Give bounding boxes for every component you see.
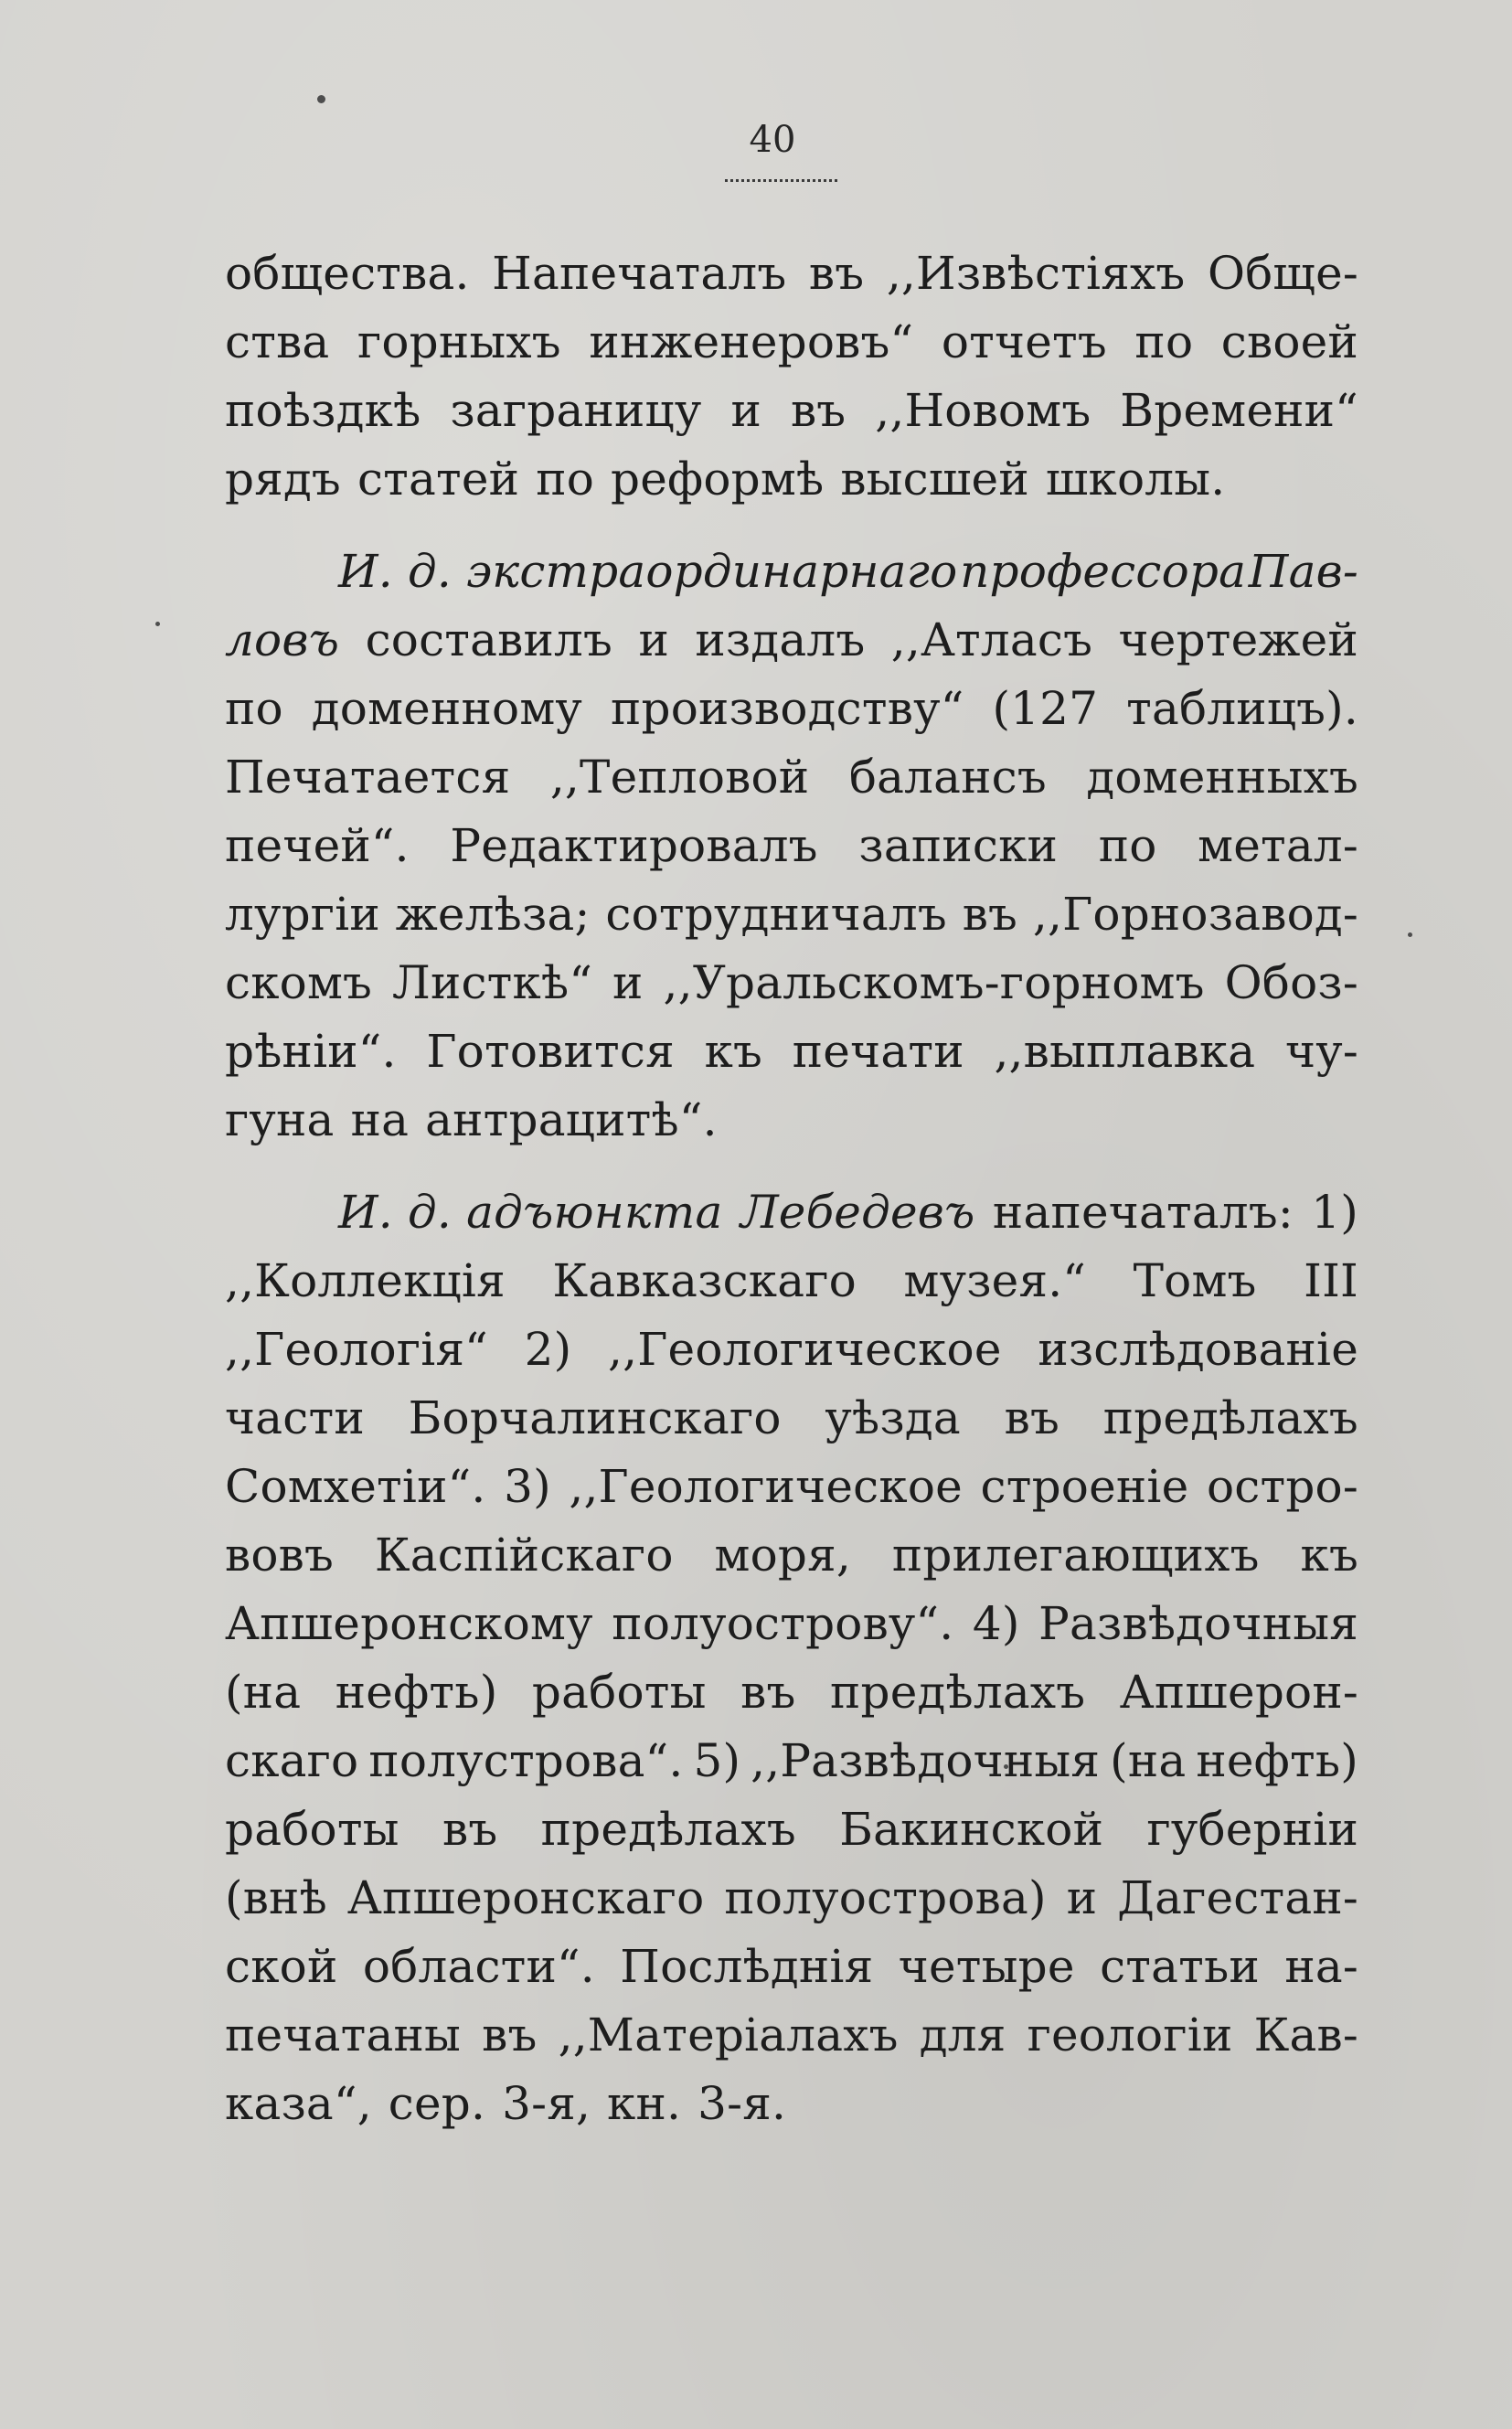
word: скаго xyxy=(225,1734,359,1787)
word: сотрудничалъ xyxy=(605,888,947,941)
word: печати xyxy=(792,1025,964,1078)
word: напечаталъ: xyxy=(992,1186,1294,1239)
word: Лебедевъ xyxy=(740,1186,975,1239)
text-line xyxy=(225,606,1358,675)
word: ,,Матеріалахъ xyxy=(558,2008,899,2061)
text-line xyxy=(225,377,1358,445)
word: Готовится xyxy=(426,1025,675,1078)
word: ства xyxy=(225,315,330,368)
word: въ xyxy=(962,888,1018,941)
text-line xyxy=(225,240,1358,308)
word: Томъ xyxy=(1133,1254,1257,1307)
word: составилъ xyxy=(365,613,613,666)
word: вовъ xyxy=(225,1529,335,1582)
word: нефть) xyxy=(335,1666,498,1719)
word: работы xyxy=(531,1666,707,1719)
word: по xyxy=(225,682,283,735)
text-line xyxy=(225,1316,1358,1384)
page-number: 40 xyxy=(749,119,796,161)
word: ,,Развѣдочныя xyxy=(751,1734,1101,1787)
word: ,,Извѣстіяхъ xyxy=(886,247,1186,300)
word: Обще- xyxy=(1207,247,1358,300)
word: (на xyxy=(225,1666,302,1719)
word: ловъ xyxy=(225,613,340,666)
text-line xyxy=(225,1017,1358,1086)
word: (внѣ xyxy=(225,1871,327,1924)
word: 1) xyxy=(1311,1186,1358,1239)
word: ,,выплавка xyxy=(994,1025,1256,1078)
word: полуострову“. xyxy=(612,1597,954,1650)
word: полустрова“. xyxy=(368,1734,684,1787)
ink-speck xyxy=(317,95,325,103)
text-line xyxy=(225,1086,1358,1155)
word: въ xyxy=(482,2008,538,2061)
word: ,,Горнозавод- xyxy=(1032,888,1358,941)
word: Листкѣ“ xyxy=(392,956,593,1009)
word: Пав- xyxy=(1248,545,1358,598)
word: поѣздкѣ xyxy=(225,384,421,437)
word: профессора xyxy=(960,545,1247,598)
word: въ xyxy=(808,247,865,300)
word: гуна xyxy=(225,1093,335,1146)
word: полуострова) xyxy=(724,1871,1047,1924)
word: Кав- xyxy=(1253,2008,1358,2061)
word: 5) xyxy=(693,1734,741,1787)
text-line xyxy=(225,1178,1358,1247)
word: Борчалинскаго xyxy=(408,1391,782,1444)
text-line xyxy=(225,1658,1358,1727)
word: чертежей xyxy=(1118,613,1358,666)
text-line xyxy=(225,1521,1358,1590)
word: И. д. адъюнкта xyxy=(338,1186,723,1239)
word: чу- xyxy=(1285,1025,1358,1078)
word: музея.“ xyxy=(903,1254,1087,1307)
word: Кавказскаго xyxy=(552,1254,857,1307)
word: высшей xyxy=(840,453,1029,506)
word: желѣза; xyxy=(395,888,591,941)
word: Обоз- xyxy=(1224,956,1358,1009)
word: антрацитѣ“. xyxy=(425,1093,718,1146)
word: области“. xyxy=(362,1940,595,1993)
word: части xyxy=(225,1391,365,1444)
word: III xyxy=(1304,1254,1358,1307)
word: 3) xyxy=(504,1460,551,1513)
margin-dot xyxy=(1408,932,1412,937)
word: Развѣдочныя xyxy=(1038,1597,1358,1650)
word: инженеровъ“ xyxy=(589,315,914,368)
text-line xyxy=(225,2070,1358,2138)
word: въ xyxy=(442,1803,498,1856)
word: Апшеронскому xyxy=(225,1597,593,1650)
word: прилегающихъ xyxy=(891,1529,1260,1582)
word: 3-я. xyxy=(697,2077,787,2130)
word: четыре xyxy=(898,1940,1075,1993)
word: статей xyxy=(357,453,520,506)
text-line xyxy=(225,812,1358,880)
word: геологіи xyxy=(1027,2008,1233,2061)
word: по xyxy=(1098,819,1157,872)
word: Времени“ xyxy=(1120,384,1358,437)
word: статьи xyxy=(1100,1940,1260,1993)
text-line xyxy=(225,949,1358,1017)
word: 4) xyxy=(972,1597,1020,1650)
text-line xyxy=(225,1727,1358,1795)
word: кн. xyxy=(607,2077,682,2130)
text-line xyxy=(225,538,1358,606)
word: (на xyxy=(1110,1734,1187,1787)
word: общества. xyxy=(225,247,470,300)
text-line xyxy=(225,880,1358,949)
word: къ xyxy=(1300,1529,1358,1582)
word: по xyxy=(1134,315,1194,368)
word: въ xyxy=(1004,1391,1059,1444)
word: школы. xyxy=(1045,453,1226,506)
page-number-rule xyxy=(725,179,837,182)
word: предѣлахъ xyxy=(1102,1391,1358,1444)
text-line xyxy=(225,1247,1358,1316)
word: Редактировалъ xyxy=(450,819,818,872)
text-line xyxy=(225,1590,1358,1658)
word: записки xyxy=(858,819,1059,872)
word: рядъ xyxy=(225,453,341,506)
word: Напечаталъ xyxy=(492,247,787,300)
word: въ xyxy=(790,384,847,437)
word: скомъ xyxy=(225,956,373,1009)
word: Каспійскаго xyxy=(374,1529,674,1582)
word: предѣлахъ xyxy=(830,1666,1086,1719)
word: Бакинской xyxy=(839,1803,1104,1856)
word: ,,Геологическое xyxy=(569,1460,963,1513)
word: работы xyxy=(225,1803,399,1856)
word: къ xyxy=(704,1025,763,1078)
text-line xyxy=(225,1384,1358,1453)
word: ,,Уральскомъ-горномъ xyxy=(663,956,1205,1009)
word: Апшеронскаго xyxy=(346,1871,705,1924)
word: издалъ xyxy=(695,613,866,666)
word: (127 xyxy=(992,682,1099,735)
word: нефть) xyxy=(1196,1734,1358,1787)
body-text xyxy=(225,240,1358,2138)
word: ,,Тепловой xyxy=(549,751,810,804)
text-line xyxy=(225,1795,1358,1864)
word: и xyxy=(1066,1871,1098,1924)
word: уѣзда xyxy=(825,1391,961,1444)
text-line xyxy=(225,1453,1358,1521)
word: для xyxy=(919,2008,1006,2061)
word: сер. xyxy=(388,2077,486,2130)
word: печей“. xyxy=(225,819,410,872)
word: Послѣднія xyxy=(620,1940,874,1993)
text-line xyxy=(225,743,1358,812)
word: каза“, xyxy=(225,2077,372,2130)
word: 3-я, xyxy=(502,2077,591,2130)
text-line xyxy=(225,445,1358,514)
word: И. д. экстраординарнаго xyxy=(338,545,958,598)
word: производству“ xyxy=(611,682,964,735)
word: ,,Геологія“ xyxy=(225,1323,488,1376)
word: Печатается xyxy=(225,751,511,804)
word: строеніе xyxy=(980,1460,1189,1513)
word: своей xyxy=(1220,315,1358,368)
word: и xyxy=(638,613,669,666)
word: отчетъ xyxy=(941,315,1107,368)
word: доменныхъ xyxy=(1086,751,1358,804)
word: таблицъ). xyxy=(1126,682,1358,735)
word: и xyxy=(730,384,761,437)
word: заграницу xyxy=(450,384,702,437)
word: губерніи xyxy=(1146,1803,1358,1856)
word: предѣлахъ xyxy=(540,1803,796,1856)
text-line xyxy=(225,1933,1358,2001)
margin-dot xyxy=(155,622,160,626)
word: метал- xyxy=(1198,819,1358,872)
word: ,,Геологическое xyxy=(608,1323,1002,1376)
word: 2) xyxy=(524,1323,572,1376)
word: на- xyxy=(1284,1940,1358,1993)
word: ской xyxy=(225,1940,338,1993)
text-line xyxy=(225,1864,1358,1933)
word: и xyxy=(612,956,644,1009)
text-line xyxy=(225,2001,1358,2070)
word: горныхъ xyxy=(357,315,561,368)
word: Дагестан- xyxy=(1117,1871,1358,1924)
word: балансъ xyxy=(848,751,1047,804)
word: на xyxy=(350,1093,410,1146)
word: ,,Коллекція xyxy=(225,1254,506,1307)
word: Сомхетіи“. xyxy=(225,1460,486,1513)
word: по xyxy=(536,453,595,506)
word: лургіи xyxy=(225,888,380,941)
word: изслѣдованіе xyxy=(1038,1323,1358,1376)
word: Апшерон- xyxy=(1119,1666,1358,1719)
word: доменному xyxy=(311,682,583,735)
word: рѣніи“. xyxy=(225,1025,397,1078)
word: въ xyxy=(740,1666,796,1719)
text-line xyxy=(225,308,1358,377)
word: ,,Атласъ xyxy=(890,613,1093,666)
word: ,,Новомъ xyxy=(875,384,1091,437)
word: остро- xyxy=(1206,1460,1358,1513)
text-line xyxy=(225,675,1358,743)
word: реформѣ xyxy=(611,453,825,506)
word: моря, xyxy=(714,1529,851,1582)
word: печатаны xyxy=(225,2008,461,2061)
